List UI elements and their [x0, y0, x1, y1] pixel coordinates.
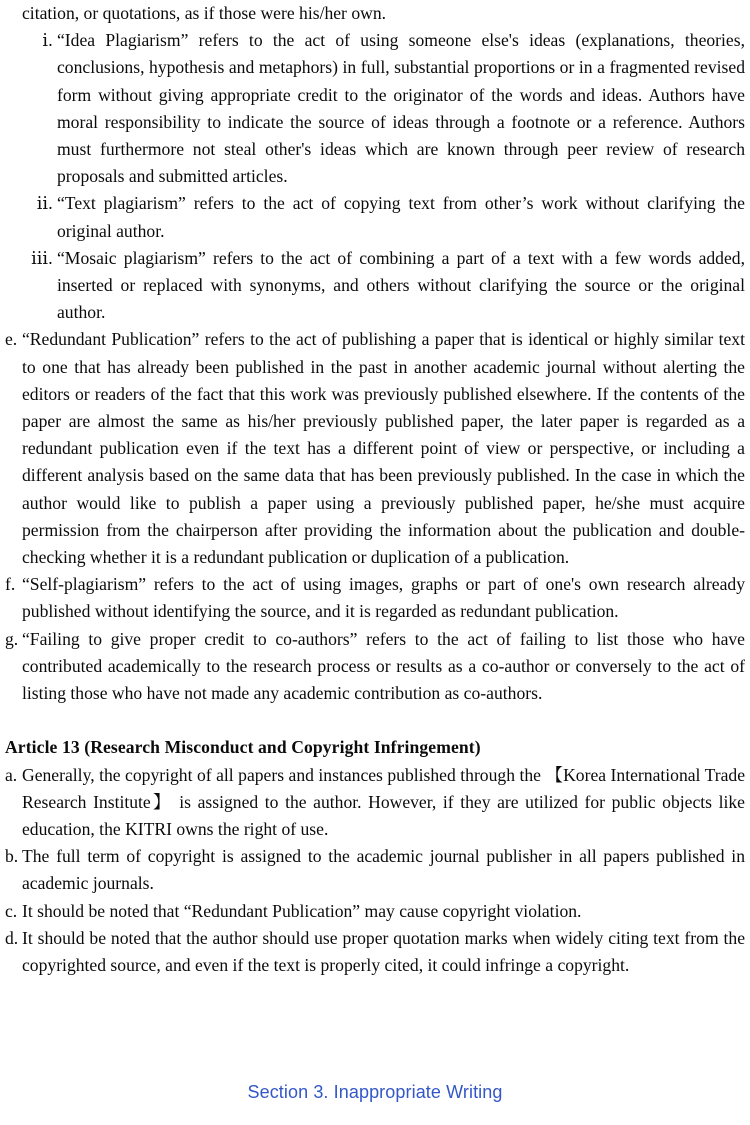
opening-continuation-paragraph: citation, or quotations, as if those were his/her own.: [22, 3, 387, 23]
article-13-text-b: The full term of copyright is assigned to the academic journal publisher in all papers published in academic journals.: [22, 846, 745, 894]
list-marker-e: e.: [5, 329, 18, 350]
list-text-g: “Failing to give proper credit to co-authors” refers to the act of failing to list those who have contributed academically to the research process or results as a co-author or conversely to the act of listing those who have not made any academic contribution as co-authors.: [22, 628, 745, 704]
list-item-roman-ii: [22, 190, 745, 244]
article-13-item-d: [5, 925, 745, 979]
list-item-roman-i: [22, 27, 745, 190]
list-item-roman-iii: [22, 245, 745, 327]
article-13-marker-d: d.: [5, 927, 19, 948]
section-footer: [0, 1080, 750, 1104]
list-item-f: [5, 571, 745, 625]
list-text-f: “Self-plagiarism” refers to the act of using images, graphs or part of one's own research already published without identifying the source, and it is regarded as redundant publication.: [22, 574, 745, 622]
article-13-marker-c: c.: [5, 900, 18, 921]
list-item-g: [5, 626, 745, 708]
list-marker-roman-ii: ⅱ.: [36, 193, 53, 214]
list-marker-f: f.: [5, 574, 16, 595]
article-13-marker-b: b.: [5, 846, 19, 867]
list-text-e: “Redundant Publication” refers to the act of publishing a paper that is identical or highly similar text to one that has already been published in the past in another academic journal without alerting the editors or readers of the fact that this work was previously published elsewhere. If the contents of the paper are almost the same as his/her previously published paper, the later paper is regarded as a redundant publication even if the text has a different point of view or perspective, or including a different analysis based on the same data that has been previously published. In the case in which the author would like to publish a paper using a previously published paper, he/she must acquire permission from the chairperson after providing the information about the publication and double-checking whether it is a redundant publication or duplication of a publication.: [22, 329, 745, 568]
article-13-text-a: Generally, the copyright of all papers and instances published through the 【Korea International Trade Research Institute】 is assigned to the author. However, if they are utilized for public objects like education, the KITRI owns the right of use.: [22, 764, 745, 840]
list-marker-g: g.: [5, 628, 19, 649]
list-item-e: [5, 326, 745, 571]
list-text-roman-ii: “Text plagiarism” refers to the act of copying text from other’s work without clarifying the original author.: [57, 193, 745, 241]
article-13-item-b: [5, 843, 745, 897]
list-text-roman-i: “Idea Plagiarism” refers to the act of using someone else's ideas (explanations, theories, conclusions, hypothesis and metaphors) in full, substantial proportions or in a fragmented revised form without giving appropriate credit to the originator of the words and ideas. Authors have moral responsibility to indicate the source of ideas through a footnote or a reference. Authors must furthermore not steal other's ideas which are known through peer review of research proposals and submitted articles.: [57, 30, 745, 187]
article-13-item-c: [5, 898, 745, 925]
article-13-marker-a: a.: [5, 764, 18, 785]
paragraph-spacer: [5, 707, 745, 734]
list-marker-roman-i: ⅰ.: [42, 30, 53, 51]
article-13-item-a: [5, 762, 745, 844]
article-13-text-d: It should be noted that the author should use proper quotation marks when widely citing text from the copyrighted source, and even if the text is properly cited, it could infringe a copyright.: [22, 927, 745, 976]
article-13-heading: Article 13 (Research Misconduct and Copyright Infringement): [5, 737, 481, 758]
list-marker-roman-iii: ⅲ.: [31, 247, 53, 268]
section-footer-title: Section 3. Inappropriate Writing: [247, 1082, 503, 1102]
article-13-text-c: It should be noted that “Redundant Publication” may cause copyright violation.: [22, 900, 582, 921]
list-text-roman-iii: “Mosaic plagiarism” refers to the act of combining a part of a text with a few words added, inserted or replaced with synonyms, and others without clarifying the source or the original author.: [57, 247, 745, 323]
document-body: [5, 0, 745, 979]
